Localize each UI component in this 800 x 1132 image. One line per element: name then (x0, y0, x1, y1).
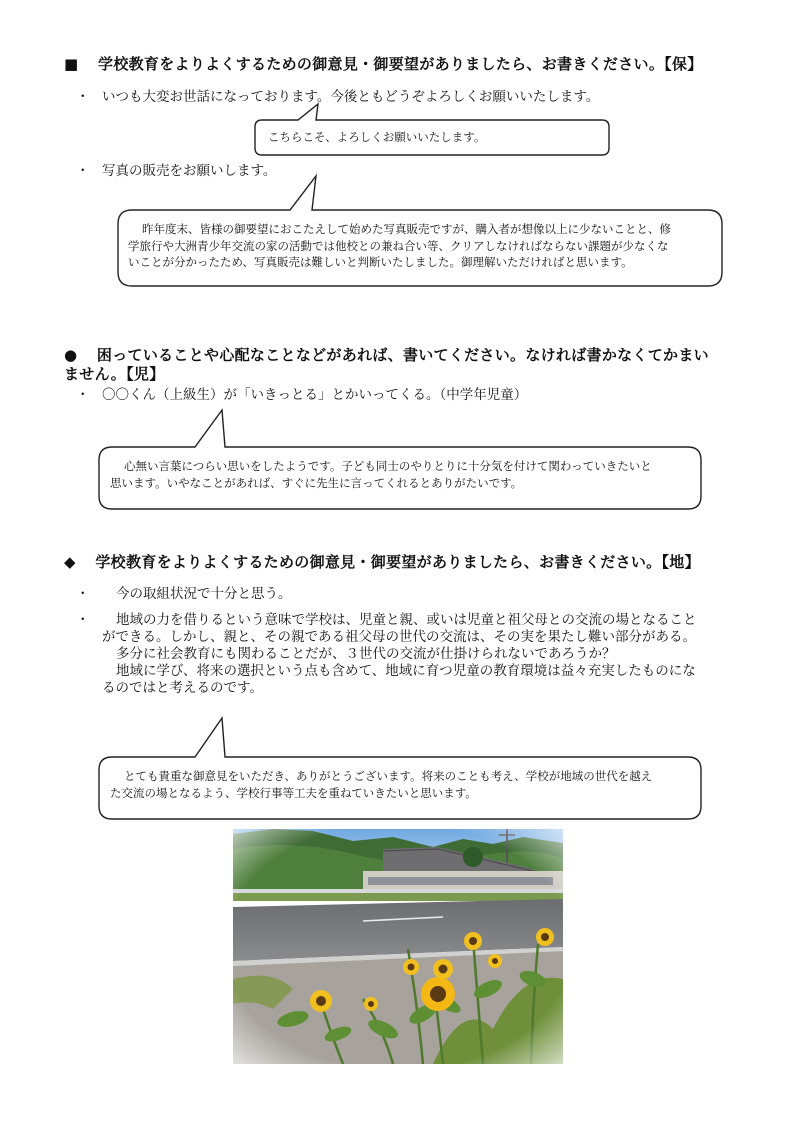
reply-4-line-2: た交流の場となるよう、学校行事等工夫を重ねていきたいと思います。 (110, 785, 477, 800)
item-3-2-line-5: るのではと考えるのです。 (102, 680, 263, 696)
reply-3-line-2: 思います。いやなことがあれば、すぐに先生に言ってくれるとありがたいです。 (110, 475, 523, 490)
item-3-2-line-2: ができる。しかし、親と、その親である祖父母の世代の交流は、その実を果たし難い部分がある。 (102, 629, 696, 645)
reply-4-text (110, 768, 652, 801)
reply-2-line-1: 昨年度末、皆様の御要望におこたえして始めた写真販売ですが、購入者が想像以上に少ないことと、修 (142, 222, 671, 236)
item-3-2-line-4: 地域に学び、将来の選択という点も含めて、地域に育つ児童の教育環境は益々充実したものにな (116, 663, 696, 679)
section-1-marker: ■ (64, 55, 79, 73)
reply-3-text (110, 458, 652, 491)
reply-2-line-3: いことが分かったため、写真販売は難しいと判断いたしました。御理解いただければと思います。 (128, 255, 633, 269)
item-1-2-text: 写真の販売をお願いします。 (102, 163, 277, 179)
section-3-heading (64, 553, 700, 572)
sunflower-photo (233, 829, 563, 1064)
item-2-1 (76, 387, 528, 404)
reply-2-line-2: 学旅行や大洲青少年交流の家の活動では他校との兼ね合い等、クリアしなければならない課題が少なくな (128, 238, 669, 253)
item-3-2-line-3: 多分に社会教育にも関わることだが、３世代の交流が仕掛けられないであろうか？ (116, 646, 616, 662)
item-2-1-text: 〇〇くん（上級生）が「いきっとる」とかいってくる。（中学年児童） (102, 387, 528, 403)
item-3-2 (76, 612, 697, 696)
reply-4-line-1: とても貴重な御意見をいただき、ありがとうございます。将来のことも考え、学校が地域の世代を越え (124, 769, 653, 783)
section-2-heading-line-2: ません。【児】 (64, 365, 165, 383)
bullet: ・ (76, 612, 90, 628)
bullet: ・ (76, 387, 90, 403)
reply-1-text: こちらこそ、よろしくお願いいたします。 (268, 130, 486, 144)
section-2-marker: ● (64, 346, 78, 364)
bullet: ・ (76, 586, 90, 602)
section-1-heading (64, 55, 703, 74)
item-3-1-text: 今の取組状況で十分と思う。 (116, 586, 292, 602)
item-3-2-text (102, 612, 697, 697)
bullet: ・ (76, 163, 90, 179)
section-3-heading-text: 学校教育をよりよくするための御意見・御要望がありましたら、お書きください。【地】 (95, 553, 700, 571)
section-2-heading-line-1: 困っていることや心配なことなどがあれば、書いてください。なければ書かなくてかまい (96, 346, 709, 364)
reply-2-text (128, 221, 718, 271)
section-2-heading (64, 346, 709, 384)
reply-3-line-1: 心無い言葉につらい思いをしたようです。子ども同士のやりとりに十分気を付けて関わっていきたいと (124, 459, 652, 473)
item-1-1-text: いつも大変お世話になっております。今後ともどうぞよろしくお願いいたします。 (102, 89, 600, 105)
sunflower-photo-illustration (233, 829, 563, 1064)
section-3-marker: ◆ (64, 553, 76, 571)
section-1-heading-text: 学校教育をよりよくするための御意見・御要望がありましたら、お書きください。【保】 (98, 55, 703, 73)
bullet: ・ (76, 89, 90, 105)
item-3-2-line-1: 地域の力を借りるという意味で学校は、児童と親、或いは児童と祖父母との交流の場となること (116, 612, 697, 628)
item-1-2 (76, 163, 277, 180)
item-1-1 (76, 89, 600, 106)
item-3-1 (76, 586, 292, 603)
